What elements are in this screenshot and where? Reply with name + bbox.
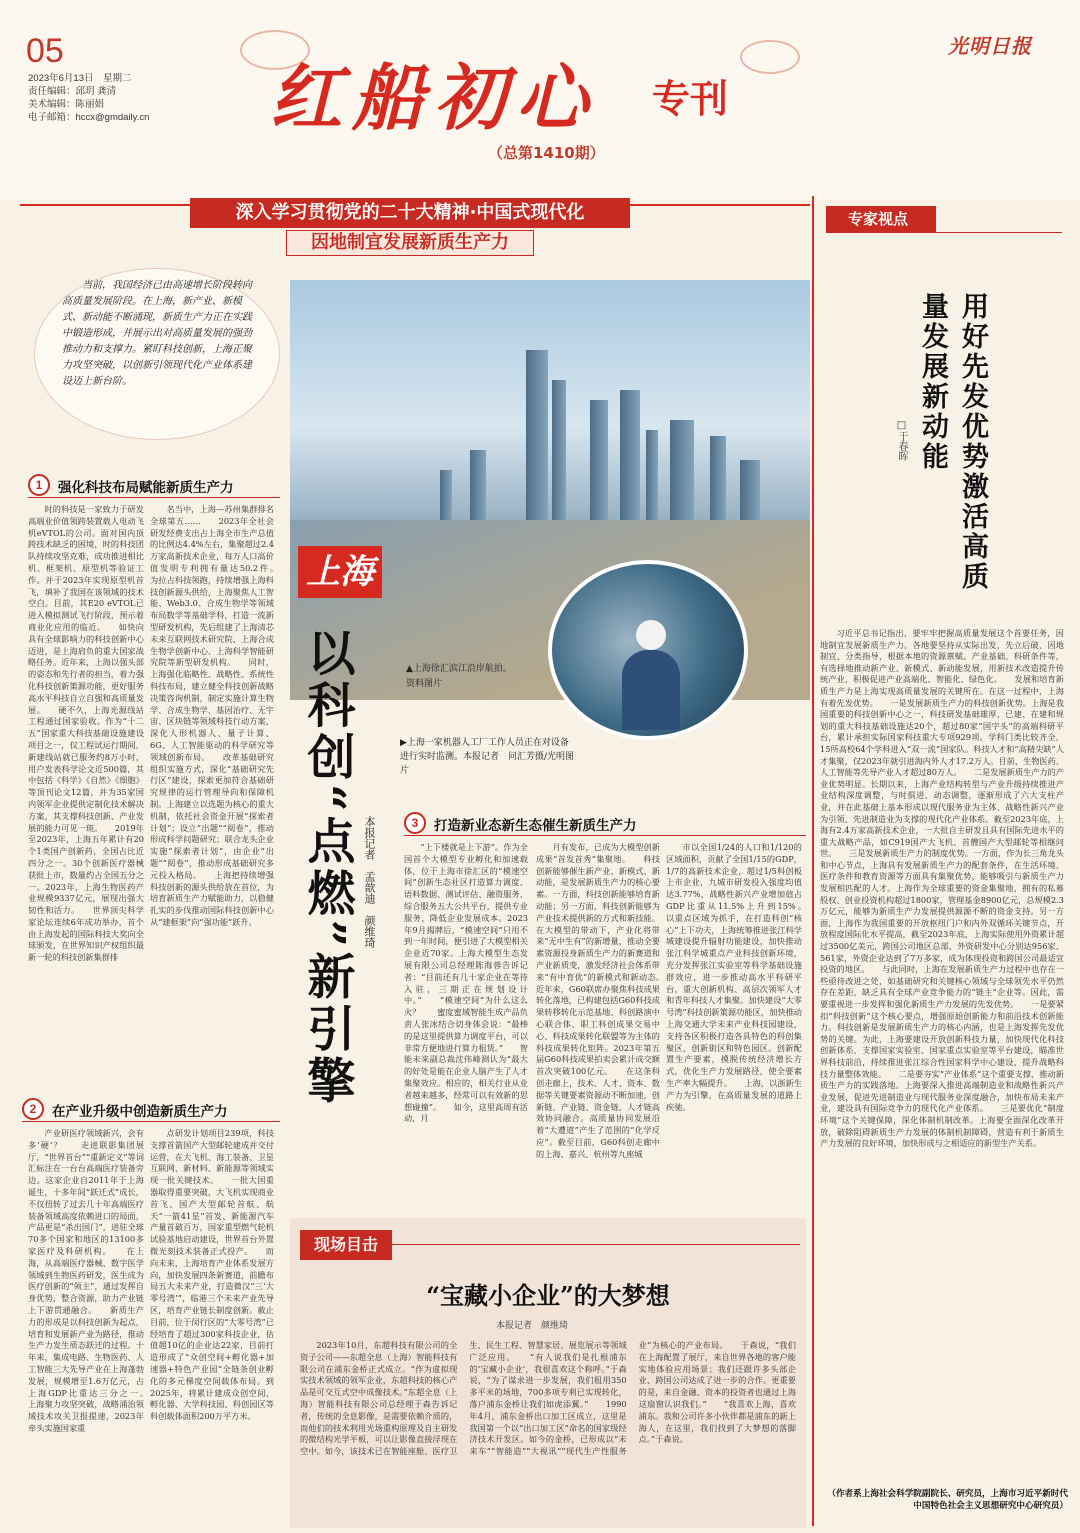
article-column: 点研发计划项目239项，科技支撑首箭国产大型邮轮建成并交付运营，在大飞机、海工装备、卫星互联网、新材料、新能源等领域实现一批关键技术。 一批大国重器取得重要突破，大飞机实现商业首飞、国产大型邮轮首航、航天“一箭41星”首发、新能源汽车产量首破百万，国家重型燃气轮机试验基地启动建设，世界首台外置微光刻技术装备正式投产。 而向未来，上海培育产业体系发展方向，加快发展四条新赛道，前瞻布局五大未来产业，打造微汉“三‘大零号湾’”，临港三个未来产业先导区，培育产业链长制度创新。截止目前，位于闵行区的“大零号湾”已经培育了超过300家科技企业，估值超10亿的企业达22家，目前打造形成了“众创空间+孵化器+加速器+特色产业园”全链条创业孵化的多元梯度空间载体布局。到2025年，将累计建成众创空间、孵化器、大学科技园、科创园区等科创载体面积200万平方米。 [150, 1128, 274, 1422]
banner-headline: 深入学习贯彻党的二十大精神·中国式现代化 [190, 198, 630, 228]
editor-line: 责任编辑：邱玥 龚清 [28, 86, 117, 97]
section-title: 打造新业态新生态催生新质生产力 [434, 818, 637, 834]
tower [552, 380, 566, 520]
feature-body: 2023年10月，东超科技有限公司的全资子公司——东超全息（上海）智能科技有限公司在浦东金桥正式成立。“作为虚拟现实技术领域的领军企业，东超科技的核心产品是可交互式空中成像技术。”东超全息（上海）智能科技有限公司总经理于森告诉记者，传统的全息影像，是需要依赖介质的，而他们的技术利用光场重构原理及自主研发的微结构光学平板，可以让影像直接浮现在空中。如今，该技术已在智能座舱、医疗卫生、民生工程、智慧家居、展览展示等领域广泛应用。 “有人说我们是扎根浦东的‘宝藏小企业’，我很喜欢这个称呼。”于森说，“为了谋求进一步发展，我们租用350多平米的场地，700多项专利已实现转化，落户浦东金桥让我们如虎添翼。” 1990年4月，浦东金桥出口加工区成立，这里是我国第一个以“出口加工区”命名的国家级经济技术开发区。如今的金桥，已形成以“未来车”“智能造”“大视讯”“现代生产性服务业”为核心的产业布局。 于森说，“我们在上海配置了展厅，来自世界各地的客户能实地体验应用场景；我们还跟许多头部企业、跨国公司达成了进一步的合作。更重要的是，来自金融、资本的投资者也通过上海这扇窗认识我们。” “我喜欢上海，喜欢浦东。我和公司许多小伙伴都是浦东的新上海人，在这里，我们找到了大梦想的落脚点。”于森说。 [300, 1340, 796, 1457]
section-title: 在产业升级中创造新质生产力 [52, 1104, 228, 1120]
section-header-1 [28, 474, 280, 498]
issue-date: 2023年6月13日 星期二 [28, 73, 132, 84]
section-number: 2 [22, 1098, 44, 1120]
article-column: 时的科技是一家致力于研发高端业价值领跨装置载人电动飞机eVTOL的公司。面对国内顶跨技术缺乏的困境，时的科技团队持续攻坚克难，成功推进相比机、框架机、原型机等验证工作。并于2023年实现原型机首飞，填补了我国在该领域的技术空白。目前，其E20 eVTOL已进入模拟测试飞行阶段，预示着商业化应用的临近。 如快向具有全球影响力的科技创新中心迈进，是上海肩负的重大国家战略任务。近年来，上海以强头部的姿态和先行者的担当，着力强化科技创新策源功能，更好服务高水平科技自立自强和高质量发展。 硬不久，上海光源线站工程通过国家验收。作为“十二五”国家重大科技基础设施建设项目之一，仅工程试运行期间，新建线站就已服务约8万小时，用户发表科学论文近500篇，其中包括《科学》《自然》《细胞》等顶刊论文12篇，并为35家国内领军企业提供定制化技术解决方案，其支撑科技创新、产业发展的能力可见一斑。 2019年至2023年，上海五年累计有20个1类国产创新药，全国占比近四分之一。30个创新医疗器械获批上市，数量约占全国五分之一。2023年，上海生物医药产业规模9337亿元，展现出强大韧性和活力。 世界顶尖科学家论坛连续6年成功举办，首个由上海发起的国际科技大奖向全球颁发，在世界知识产权组织最新一轮的科技创新集群排 [28, 504, 144, 963]
tower [470, 450, 486, 520]
section-header-2 [22, 1098, 280, 1122]
newspaper-logo: 光明日报 [948, 34, 1032, 58]
expert-body: 习近平总书记指出，要牢牢把握高质量发展这个首要任务，因地制宜发展新质生产力。各地要坚持从实际出发，先立后破、因地制宜、分类指导，根据本地的资源禀赋、产业基础、科研条件等，有选择地推动新产业、新模式、新动能发展，用新技术改造提升传统产业，积极促进产业高端化、智能化、绿色化。 发展和培育新质生产力是上海实现高质量发展的关键所在。在这一过程中，上海有着先发优势。 一是发展新质生产力的科技创新优势。上海是我国重要的科技创新中心之一，科技研发基础雄厚，已建、在建和规划的重大科技基础设施达20个，超过80家“国字头”的高端科研平台，累计承担实际国家科技重大专项929项。学科门类比较齐全，15所高校64个学科进入“双一流”国家队。科技人才和“高精尖缺”人才集聚，仅2023年就引进海内外人才17.2万人。目前，生物医药、人工智能等先导产业人才超过80万人。 二是发展新质生产力的产业优势明显。长期以来，上海产业结构转型与产业升级持续推进产业结构深度调整，与时俱进、动态调整，逐渐形成了六大支柱产业，并在此基础上基本形成以现代服务业为主体、战略性新兴产业为引领、先进制造业为支撑的现代化产业体系。截至2023年底，上海有2.4万家高新技术企业，一大批自主研发且具有国际先进水平的重大战略产品，如C919国产大飞机、首艘国产大型邮轮等相继问世。 三是发展新质生产力的制度优势。一方面，作为长三角龙头和中心节点，上海具有发展新质生产力的配套条件，在生活环境、医疗条件和教育资源等方面具有集聚优势，能够吸引与新质生产力发展相匹配的人才。上海作为全球重要的资金集聚地，拥有的私募股权、创业投资机构超过1800家，管理基金8900亿元，总规模2.3万亿元，能够为新质生产力发展提供源源不断的资金支持。另一方面，上海作为我国重要的开放枢纽门户和内外双循环关键节点，开放程度国际化水平提高，截至2023年底，上海实际使用外资累计超过3500亿美元，跨国公司地区总部、外资研发中心分别达956家、561家，外资企业达到了7万多家，成为体现投资和跨国公司最适宜投资的地区。 与此同时，上海在发展新质生产力过程中也存在一些亟待改进之处，如基础研究和关键核心领域与全球领先水平仍然存在差距，缺乏具有全球产业竞争能力的“链主”企业等。因此，需要重视进一步发挥和强化新质生产力发展的先发优势。 一是要紧扣“科技创新”这个核心要点，增强原始创新能力和前沿技术创新能力。科技创新是发展新质生产力的核心内涵，也是上海发挥先发优势的关键。为此，上海要建设开放创新科技力量，加快现代化科技创新体系，支撑国家实验室、国家重点实验室等平台建设，瞄准世界科技前沿，持续推进张江综合性国家科学中心建设，提升战略科技力量整体效能。 二是要夯实“产业体系”这个重要支撑，推动新质生产力的实践落地。上海要深入推进高端制造业和战略性新兴产业发展，促进先进制造业与现代服务业深度融合，加快布局未来产业，建设具有国际竞争力的现代化产业体系。 三是要优化“制度环境”这个关键保障，深化体制机制改革。上海要全面深化改革开放，破除阻碍新质生产力发展的体制机制障碍，营造有利于新质生产力发展的良好环境，加快形成与之相适应的新型生产关系。 [820, 628, 1064, 1149]
article-column: “上下楼就是上下游”。作为全国首个大模型专业孵化和加速载体，位于上海市徐汇区的“模速空间”创新生态社区打造算力调度、语料数据、测试评估、融资服务、综合服务五大公共平台，提供专业服务、降低企业发展成本。2023年9月揭牌后，“模速空间”只用不到一年时间，便引进了大模型相关企业近70家。上海大模型生态发展有限公司总经理陈海蓉告诉记者：“目前还有几十家企业在等待入驻，三期正在规划设计中。” “模速空间”为什么这么火？ 蜜度蜜域智能生成产品负责人张冰结合切身体会说：“最棒的是这里提供算力调度平台，可以非常方便地进行算力租赁。” 智能未来副总裁沈伟峰测认为“最大的好处是能在企业人脑产生了人才集聚效应。相应的，相关行业从业者越来越多，经常可以有效新的思想碰撞”。 如今，这里高周有活动，月 [404, 842, 528, 1124]
factory-inset-photo [548, 560, 748, 740]
section-number: 3 [404, 812, 426, 834]
worker-body [622, 650, 680, 730]
feature-tag: 现场目击 [300, 1230, 392, 1260]
feature-byline: 本报记者 颜维琦 [496, 1321, 569, 1331]
main-byline: 本报记者 孟歆迪 颜维琦 [363, 816, 376, 948]
divider [826, 232, 1062, 233]
expert-headline: 用好先发优势激活高质量发展新动能 [917, 292, 988, 592]
city-tag: 上海 [298, 546, 382, 598]
article-column: 产业研医疗领域新兴，会有多‘硬’？ 走进联影集团展厅，“世界首台”“重新定义”等词汇标注在一台台高端医疗装备旁边。这家企业自2011年于上海诞生，十多年间“跃迁式”成长，不仅扭转了过去几十年高端医疗装备领域高度依赖进口的局面，产品更是“杀出国门”，进驻全球70多个国家和地区的13100多家医疗及科研机构。 在上海，从高端医疗器械、数字医学领域到生物医药研发，医生成为医疗创新的“领主”，通过发挥自身优势，整合资源，助力产业链上下游贯通融合。 新质生产力的形成是以科技创新为起点，培育和发展新产业为路径，推动生产力发生质态跃迁的过程。十年来，集成电路、生物医药、人工智能三大先导产业在上海蓬勃发展，规模增至1.6万亿元，占上海GDP比重达三分之一。 上海聚力攻坚突破，战略涌治领域技术攻关卫报提速，2023年牵头实施国家重 [28, 1128, 144, 1433]
tower [646, 430, 658, 520]
tower [590, 400, 608, 520]
author-note: （作者系上海社会科学院副院长、研究员，上海市习近平新时代中国特色社会主义思想研究中心研究员） [827, 1489, 1068, 1511]
decorative-cloud [740, 40, 800, 74]
section-number: 1 [28, 474, 50, 496]
tower [440, 470, 452, 520]
banner-subheadline: 因地制宜发展新质生产力 [286, 230, 534, 256]
inset-caption: ▶上海一家机器人工厂工作人员正在对设备进行实时监测。本报记者 问汇芳摄/光明图片 [400, 738, 575, 776]
article-column: 月有发布，已成为大模型创新成果“首发首秀”集聚地。 科技创新能够催生新产业、新模式、新动能，是发展新质生产力的核心要素。一方面，科技创新能够培育新动能；另一方面，科技创新能够为产业技术提供新的方式和新技能。在大模型的带动下，产业化将带来“无中生有”的新增量，推动全要素资源投身新质生产力的新赛道和产业新质变，激发经济社会体系带来“有中育优”的新模式和新动态。 近年来，G60联席办聚焦科技成果转化落地，已构建包括G60科技成果转移转化示范基地、科创路演中心联合体、职工科创成果交易中心、科技成果转化联盟等为主体的科技成果转化矩阵。2023年第五届G60科技成果拍卖会累计成交额首次突破100亿元。 在这条科创走廊上，技术、人才、资本、数据等关键要素资源动不断加速，创新链、产业链、资金链、人才链高效协同融合。高质量协同发展沿着“大遭道”产生了范围的“化学反应”。截至目前，G60科创走廊中的上海、嘉兴、杭州等九座城 [536, 842, 660, 1159]
expert-tag: 专家视点 [826, 206, 936, 232]
issue-number: （总第1410期） [488, 144, 605, 162]
feature-headline: “宝藏小企业”的大梦想 [426, 1281, 670, 1310]
tower [710, 436, 726, 520]
page-number: 05 [26, 32, 64, 70]
column-divider [812, 196, 814, 1526]
expert-byline: □于春晖 [896, 420, 907, 461]
tower [526, 350, 548, 520]
email-line: 电子邮箱：hccx@gmdaily.cn [28, 112, 150, 123]
editor-info [28, 72, 149, 124]
article-column: 市以全国1/24的人口和1/120的区域面积，贡献了全国1/15的GDP，1/7的高新技术企业，超过1/5科创板上市企业，九城市研发投入强度均值达3.77%，战略性新兴产业增加值占GDP比重从11.5%上升到15%。 以重点区域为抓手，在打造科创“核心”上下功夫，上海统筹推进张江科学城建设提升辐射功能建设，加快推动张江科学城重点产业科技创新环境，充分发挥张江实验室等科学基础设施群效应，进一步推动高水平科研平台，重大创新机构、高层次领军人才和青年科技人才集聚。加快建设“大零号湾”科技创新策源功能区，加快推动上海交通大学未来产业科技园建设，支持各区积极打造各具特色的科创集聚区，创新街区和特色园区。创新配置生产要素，摸脱传统经济增长方式，优化生产力发展路径，使全要素生产率大幅提升。 上海，以浙新生产力为引擎，在高质量发展的道路上疾驰。 [666, 842, 802, 1112]
section-header-3 [404, 812, 806, 836]
section-title: 强化科技布局赋能新质生产力 [58, 480, 234, 496]
art-editor-line: 美术编辑：陈丽娟 [28, 99, 105, 110]
photo-caption: ▲上海徐汇滨江沿岸航拍。 资料图片 [406, 664, 544, 689]
masthead-area [0, 0, 1080, 200]
tower [740, 460, 760, 520]
masthead-subtitle: 专刊 [652, 77, 729, 121]
lead-paragraph: 当前，我国经济已由高速增长阶段转向高质量发展阶段。在上海，新产业、新模式、新动能不断涌现，新质生产力正在实践中锻造形成，并展示出对高质量发展的强劲推动力和支撑力。紧盯科技创新，上海正聚力攻坚突破，以创新引领现代化产业体系建设迈上新台阶。 [62, 280, 252, 387]
masthead-title: 红船初心 [270, 55, 599, 140]
tower [620, 390, 640, 520]
article-column: 名当中，上海—苏州集群排名全球第五…… 2023年全社会研发经费支出占上海全市生产总值的比例达4.4%左右，集聚超过2.4万家高新技术企业，每万人口高价值发明专利拥有量达50.2件。 为拉占科技领跑，持续增强上海科技创新源头供给，上海聚焦人工智能、Web3.0、合成生物学等领域布局数学等基础学科，打造一流新型研发机构，先后组建了上海清芯未来互联网技术研究院、上海合成生物学创新中心、上海科学智能研究院等新型研发机构。 同时，上海强化临略性、战略性、系统性科技布局，建立健全科技创新战略决策咨询机制，制定实施计算生物学、合成生物学、基因治疗、无宇宙、区块链等领域科技行动方案，深化人形机器人、量子计算、6G、人工智能驱动的科学研究等领域创新布局。 改革基础研究组织实施方式，深化“基础研究先行区”建设，探索更加符合基础研究规律的运行管理导向和保障机制。上海建立以选题为核心的重大机制，依托社会资金开展“探索者计划”；设立“出题”“阅卷”，推动形成科学问题研究；联合龙头企业实施“探索者计划”，由企业“出题”“阅卷”，推动形成基础研究多元投入格局。 上海把持续增强科技创新的源头供给放在首位，为培育新质生产力赋能助力，以稳健扎实的步伐推动国际科技创新中心从“建框架”向“强功能”跃升。 [150, 504, 274, 927]
divider [392, 1244, 800, 1245]
main-headline: 以科创“点燃”新引擎 [299, 628, 355, 1108]
worker-helmet [636, 620, 666, 650]
tower [670, 420, 694, 520]
